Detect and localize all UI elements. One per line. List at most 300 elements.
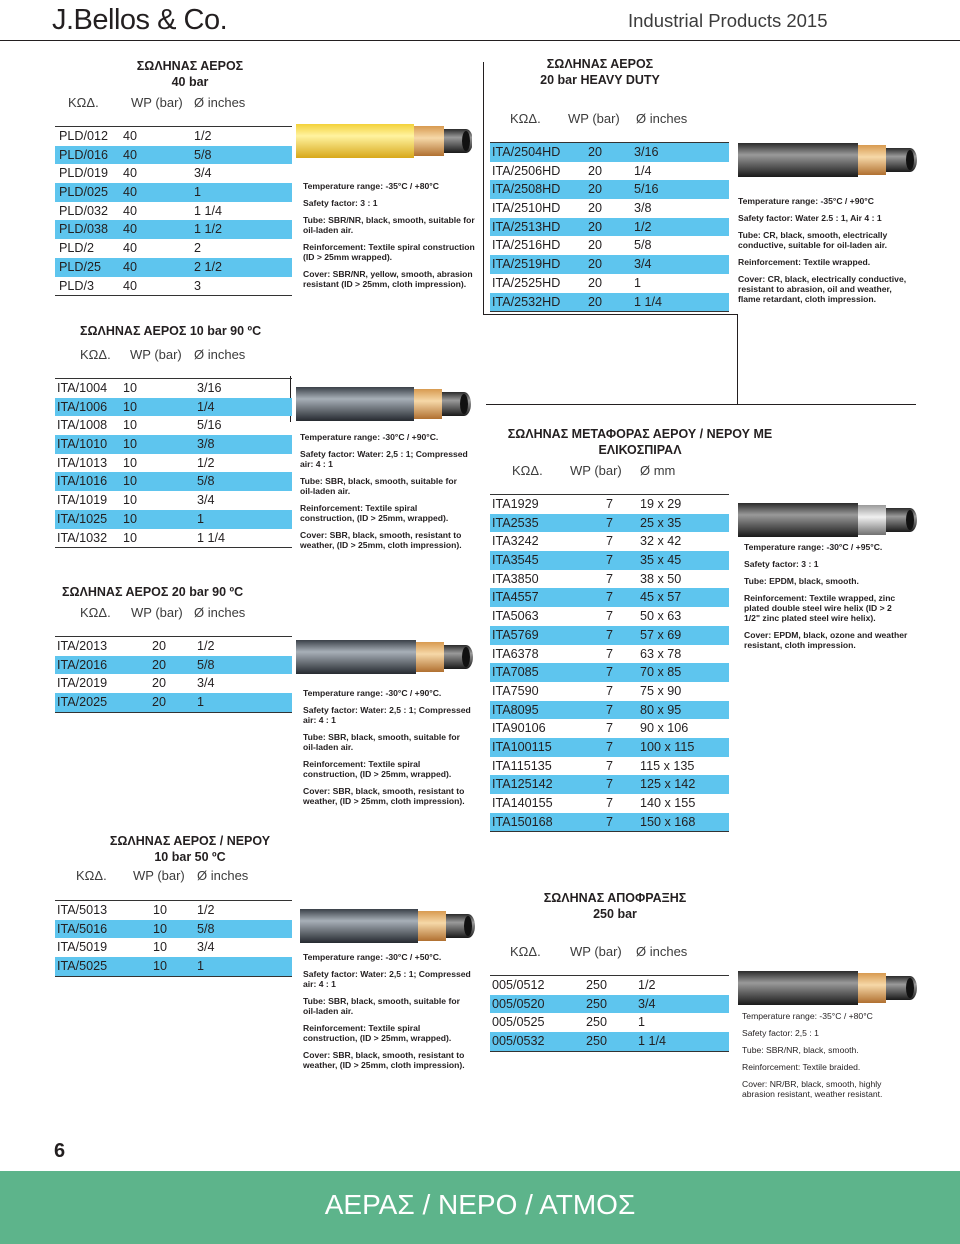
cell-wp: 250 bbox=[586, 996, 608, 1011]
spec-line: Tube: SBR, black, smooth, suitable for oil-laden air. bbox=[303, 732, 460, 752]
cell-wp: 20 bbox=[588, 163, 603, 178]
table-row bbox=[55, 258, 292, 277]
cell-wp: 7 bbox=[606, 571, 614, 586]
table-row bbox=[490, 607, 729, 626]
table-row bbox=[490, 976, 729, 995]
cell-code: PLD/016 bbox=[59, 147, 109, 162]
table-air-20bar-hd bbox=[490, 142, 729, 312]
spec-description bbox=[303, 952, 475, 1077]
cell-code: ITA/2525HD bbox=[492, 275, 561, 290]
col-dia: Ø inches bbox=[636, 111, 688, 126]
cell-wp: 7 bbox=[606, 497, 614, 511]
cell-wp: 20 bbox=[152, 695, 167, 710]
title-line: ΣΩΛΗΝΑΣ ΑΕΡΟΣ / ΝΕΡΟΥ bbox=[109, 834, 271, 848]
title-line: 10 bar 50 ºC bbox=[154, 850, 226, 864]
cell-wp: 7 bbox=[606, 814, 614, 829]
spec-description bbox=[738, 196, 908, 311]
cell-code: PLD/25 bbox=[59, 259, 102, 274]
cell-dia: 5/16 bbox=[634, 182, 659, 197]
cell-dia: 1 1/4 bbox=[197, 530, 226, 545]
cell-code: ITA140155 bbox=[492, 796, 553, 810]
table-row bbox=[490, 813, 729, 832]
cell-wp: 250 bbox=[586, 1034, 608, 1049]
spec-line: Tube: SBR, black, smooth, suitable for oil-laden air. bbox=[303, 996, 460, 1016]
cell-dia: 1 1/2 bbox=[194, 222, 223, 237]
cell-wp: 20 bbox=[588, 219, 603, 234]
column-headers bbox=[490, 111, 790, 127]
cell-wp: 40 bbox=[123, 129, 138, 143]
cell-wp: 20 bbox=[588, 182, 603, 197]
cell-wp: 20 bbox=[588, 294, 603, 309]
table-row bbox=[490, 719, 729, 738]
cell-wp: 20 bbox=[152, 639, 167, 653]
cell-code: ITA3545 bbox=[492, 553, 539, 568]
column-headers bbox=[0, 347, 300, 363]
spec-line: Temperature range: -35°C / +80°C bbox=[303, 181, 439, 191]
title-line: ΣΩΛΗΝΑΣ ΑΕΡΟΣ bbox=[136, 59, 244, 73]
spec-line: Safety factor: 3 : 1 bbox=[303, 198, 378, 208]
cell-dia: 19 x 29 bbox=[640, 497, 682, 511]
table-row bbox=[490, 514, 729, 533]
spec-description bbox=[303, 688, 473, 813]
cell-wp: 10 bbox=[153, 921, 168, 936]
cell-code: ITA/1008 bbox=[57, 418, 108, 433]
spec-line: Tube: SBR/NR, black, smooth. bbox=[742, 1045, 859, 1055]
cell-code: ITA/1016 bbox=[57, 474, 108, 489]
spec-description bbox=[300, 432, 470, 557]
table-row bbox=[55, 472, 292, 491]
cell-code: ITA1929 bbox=[492, 497, 539, 511]
table-row bbox=[55, 183, 292, 202]
cell-code: ITA/1032 bbox=[57, 530, 108, 545]
cell-wp: 7 bbox=[606, 739, 614, 754]
cell-wp: 10 bbox=[123, 474, 138, 489]
col-dia: Ø inches bbox=[194, 347, 246, 362]
table-row bbox=[55, 127, 292, 146]
cell-wp: 20 bbox=[588, 257, 603, 272]
section-divider bbox=[486, 404, 916, 405]
cell-dia: 90 x 106 bbox=[640, 721, 689, 736]
footer-category: ΑΕΡΑΣ / ΝΕΡΟ / ΑΤΜΟΣ bbox=[324, 1189, 636, 1220]
spec-line: Temperature range: -35°C / +90°C bbox=[738, 196, 874, 206]
table-row bbox=[490, 495, 729, 514]
cell-code: ITA3850 bbox=[492, 571, 539, 586]
cell-code: ITA/2504HD bbox=[492, 145, 561, 159]
cell-wp: 10 bbox=[153, 940, 168, 955]
col-code: ΚΩΔ. bbox=[510, 111, 541, 126]
cell-wp: 7 bbox=[606, 534, 614, 549]
table-row bbox=[490, 199, 729, 218]
spec-line: Temperature range: -35°C / +80°C bbox=[742, 1011, 873, 1021]
table-row bbox=[55, 277, 292, 296]
cell-dia: 1 bbox=[197, 959, 205, 974]
cell-code: ITA/2506HD bbox=[492, 163, 561, 178]
cell-wp: 10 bbox=[123, 511, 138, 526]
col-dia: Ø inches bbox=[194, 605, 246, 620]
cell-dia: 57 x 69 bbox=[640, 627, 682, 642]
cell-dia: 5/8 bbox=[197, 474, 215, 489]
cell-dia: 75 x 90 bbox=[640, 683, 682, 698]
cell-dia: 5/8 bbox=[194, 147, 212, 162]
cell-code: ITA/1004 bbox=[57, 381, 108, 395]
spec-line: Cover: SBR, black, smooth, resistant to weather, (ID > 25mm, cloth impression). bbox=[303, 786, 465, 806]
cell-dia: 35 x 45 bbox=[640, 553, 682, 568]
table-air-40bar bbox=[55, 126, 292, 296]
section-title-air-20bar: ΣΩΛΗΝΑΣ ΑΕΡΟΣ 20 bar 90 ºC bbox=[62, 585, 244, 599]
column-headers bbox=[490, 944, 790, 960]
cell-dia: 1 1/4 bbox=[194, 203, 223, 218]
spec-line: Safety factor: 2,5 : 1 bbox=[742, 1028, 819, 1038]
column-divider bbox=[737, 314, 738, 404]
col-wp: WP (bar) bbox=[131, 95, 183, 110]
hose-image-black bbox=[738, 500, 918, 540]
cell-dia: 1/4 bbox=[197, 399, 215, 414]
cell-code: PLD/019 bbox=[59, 166, 109, 181]
cell-dia: 3/8 bbox=[197, 437, 215, 452]
cell-code: 005/0520 bbox=[492, 996, 545, 1011]
cell-dia: 100 x 115 bbox=[640, 739, 695, 754]
table-row bbox=[490, 293, 729, 312]
table-air-20bar bbox=[55, 636, 292, 713]
cell-code: ITA6378 bbox=[492, 646, 539, 661]
table-row bbox=[55, 416, 292, 435]
cell-code: ITA5769 bbox=[492, 627, 539, 642]
cell-code: PLD/025 bbox=[59, 185, 109, 200]
column-headers bbox=[0, 868, 300, 884]
cell-dia: 50 x 63 bbox=[640, 609, 682, 624]
section-title-air-water-10bar bbox=[90, 833, 290, 865]
spec-line: Cover: CR, black, electrically conductive, resistant to abrasion, oil and weather, flame retardant, cloth impression. bbox=[738, 274, 907, 304]
cell-dia: 3/4 bbox=[197, 493, 215, 508]
cell-dia: 2 1/2 bbox=[194, 259, 223, 274]
col-code: ΚΩΔ. bbox=[80, 605, 111, 620]
cell-wp: 20 bbox=[588, 238, 603, 253]
table-row bbox=[55, 656, 292, 675]
cell-wp: 10 bbox=[123, 437, 138, 452]
cell-wp: 10 bbox=[123, 399, 138, 414]
cell-dia: 25 x 35 bbox=[640, 515, 682, 530]
table-row bbox=[490, 218, 729, 237]
cell-code: ITA/2510HD bbox=[492, 201, 561, 216]
spec-line: Tube: CR, black, smooth, electrically conductive, suitable for oil-laden air. bbox=[738, 230, 888, 250]
col-code: ΚΩΔ. bbox=[68, 95, 99, 110]
cell-code: PLD/2 bbox=[59, 241, 95, 256]
cell-wp: 10 bbox=[123, 530, 138, 545]
cell-dia: 3/16 bbox=[197, 381, 222, 395]
cell-code: ITA/1019 bbox=[57, 493, 108, 508]
cell-code: 005/0532 bbox=[492, 1034, 545, 1049]
cell-wp: 10 bbox=[153, 959, 168, 974]
spec-line: Cover: SBR/NR, yellow, smooth, abrasion resistant (ID > 25mm, cloth impression). bbox=[303, 269, 473, 289]
cell-wp: 20 bbox=[588, 201, 603, 216]
cell-dia: 115 x 135 bbox=[640, 758, 695, 773]
cell-code: ITA100115 bbox=[492, 739, 552, 754]
table-row bbox=[55, 674, 292, 693]
cell-wp: 7 bbox=[606, 646, 614, 661]
table-row bbox=[55, 510, 292, 529]
table-row bbox=[55, 435, 292, 454]
spec-line: Safety factor: Water: 2,5 : 1; Compressed air: 4 : 1 bbox=[303, 705, 471, 725]
col-dia-mm: Ø mm bbox=[640, 463, 676, 478]
hose-image-black bbox=[296, 636, 476, 678]
spec-line: Reinforcement: Textile wrapped. bbox=[738, 257, 871, 267]
hose-image-yellow bbox=[296, 120, 472, 162]
table-row bbox=[55, 529, 292, 548]
spec-line: Safety factor: Water 2.5 : 1, Air 4 : 1 bbox=[738, 213, 882, 223]
cell-wp: 250 bbox=[586, 1015, 608, 1030]
cell-code: ITA8095 bbox=[492, 702, 539, 717]
cell-wp: 7 bbox=[606, 515, 614, 530]
cell-code: PLD/032 bbox=[59, 203, 109, 218]
cell-dia: 1/2 bbox=[638, 978, 656, 992]
cell-code: ITA7590 bbox=[492, 683, 539, 698]
cell-dia: 125 x 142 bbox=[640, 777, 696, 792]
table-row bbox=[490, 757, 729, 776]
table-row bbox=[490, 663, 729, 682]
cell-wp: 10 bbox=[153, 903, 168, 917]
cell-dia: 5/8 bbox=[197, 921, 215, 936]
spec-line: Reinforcement: Textile braided. bbox=[742, 1062, 861, 1072]
spec-line: Safety factor: Water: 2,5 : 1; Compressed air: 4 : 1 bbox=[300, 449, 468, 469]
col-wp: WP (bar) bbox=[570, 463, 622, 478]
table-row bbox=[490, 738, 729, 757]
table-row bbox=[55, 220, 292, 239]
cell-wp: 20 bbox=[588, 145, 603, 159]
cell-code: ITA/2508HD bbox=[492, 182, 561, 197]
cell-wp: 7 bbox=[606, 721, 614, 736]
title-line: ΕΛΙΚΟΣΠΙΡΑΛ bbox=[598, 443, 682, 457]
title-line: 20 bar HEAVY DUTY bbox=[540, 73, 660, 87]
col-code: ΚΩΔ. bbox=[512, 463, 543, 478]
table-row bbox=[490, 995, 729, 1014]
cell-wp: 7 bbox=[606, 609, 614, 624]
cell-code: ITA/5025 bbox=[57, 959, 108, 974]
cell-dia: 3/4 bbox=[197, 940, 215, 955]
title-line: ΣΩΛΗΝΑΣ ΑΠΟΦΡΑΞΗΣ bbox=[543, 891, 687, 905]
cell-code: ITA/2532HD bbox=[492, 294, 561, 309]
table-row bbox=[55, 202, 292, 221]
spec-line: Cover: SBR, black, smooth, resistant to weather, (ID > 25mm, cloth impression). bbox=[303, 1050, 465, 1070]
table-drain-250bar bbox=[490, 975, 729, 1052]
cell-dia: 1/2 bbox=[197, 455, 215, 470]
col-wp: WP (bar) bbox=[568, 111, 620, 126]
section-title-air-40bar bbox=[90, 58, 290, 90]
cell-code: ITA/2516HD bbox=[492, 238, 561, 253]
cell-wp: 10 bbox=[123, 493, 138, 508]
spec-description bbox=[742, 1011, 914, 1106]
cell-dia: 150 x 168 bbox=[640, 814, 696, 829]
cell-wp: 40 bbox=[123, 222, 138, 237]
title-line: ΣΩΛΗΝΑΣ ΑΕΡΟΣ bbox=[546, 57, 654, 71]
table-row bbox=[490, 1013, 729, 1032]
cell-code: ITA150168 bbox=[492, 814, 553, 829]
cell-dia: 1 bbox=[634, 275, 642, 290]
cell-dia: 2 bbox=[194, 241, 202, 256]
cell-dia: 3/8 bbox=[634, 201, 652, 216]
cell-dia: 3/4 bbox=[197, 676, 215, 691]
hose-image-black bbox=[738, 140, 918, 180]
title-line: 250 bar bbox=[593, 907, 637, 921]
section-title-drain-250bar bbox=[500, 890, 730, 922]
cell-code: ITA115135 bbox=[492, 758, 552, 773]
hose-image-black bbox=[300, 906, 476, 946]
table-row bbox=[490, 180, 729, 199]
table-row bbox=[55, 491, 292, 510]
cell-wp: 7 bbox=[606, 702, 614, 717]
cell-dia: 5/16 bbox=[197, 418, 222, 433]
cell-dia: 1/2 bbox=[634, 219, 652, 234]
col-code: ΚΩΔ. bbox=[510, 944, 541, 959]
table-row bbox=[55, 957, 292, 976]
cell-code: ITA/1013 bbox=[57, 455, 108, 470]
table-row bbox=[490, 794, 729, 813]
col-wp: WP (bar) bbox=[133, 868, 185, 883]
col-code: ΚΩΔ. bbox=[76, 868, 107, 883]
cell-wp: 40 bbox=[123, 185, 138, 200]
column-headers bbox=[0, 605, 300, 621]
cell-wp: 7 bbox=[606, 627, 614, 642]
cell-wp: 10 bbox=[123, 418, 138, 433]
cell-dia: 1 bbox=[638, 1015, 646, 1030]
cell-code: ITA/5013 bbox=[57, 903, 108, 917]
col-wp: WP (bar) bbox=[570, 944, 622, 959]
table-row bbox=[55, 379, 292, 398]
table-row bbox=[490, 682, 729, 701]
cell-dia: 80 x 95 bbox=[640, 702, 682, 717]
brand-logo-text: J.Bellos & Co. bbox=[52, 4, 228, 36]
table-row bbox=[55, 164, 292, 183]
cell-code: PLD/3 bbox=[59, 278, 95, 293]
cell-code: ITA/2519HD bbox=[492, 257, 561, 272]
catalog-title: Industrial Products 2015 bbox=[628, 10, 828, 31]
spec-line: Cover: NR/BR, black, smooth, highly abrasion resistant, weather resistant. bbox=[742, 1079, 883, 1099]
cell-dia: 3/4 bbox=[634, 257, 652, 272]
cell-dia: 5/8 bbox=[634, 238, 652, 253]
table-row bbox=[490, 551, 729, 570]
table-row bbox=[490, 570, 729, 589]
hose-image-black bbox=[296, 384, 472, 424]
cell-dia: 1/4 bbox=[634, 163, 652, 178]
cell-dia: 3/4 bbox=[194, 166, 212, 181]
cell-wp: 7 bbox=[606, 777, 614, 792]
spec-line: Cover: EPDM, black, ozone and weather resistant, cloth impression. bbox=[744, 630, 908, 650]
cell-dia: 70 x 85 bbox=[640, 665, 682, 680]
cell-dia: 38 x 50 bbox=[640, 571, 682, 586]
cell-dia: 1/2 bbox=[194, 129, 212, 143]
cell-wp: 40 bbox=[123, 147, 138, 162]
cell-dia: 3/4 bbox=[638, 996, 656, 1011]
table-row bbox=[55, 938, 292, 957]
cell-dia: 1 1/4 bbox=[638, 1034, 667, 1049]
spec-line: Reinforcement: Textile spiral construction, (ID > 25mm, wrapped). bbox=[303, 1023, 452, 1043]
section-title-air-20bar-hd bbox=[500, 56, 700, 88]
spec-line: Temperature range: -30°C / +95°C. bbox=[744, 542, 883, 552]
page-number: 6 bbox=[54, 1140, 66, 1162]
col-dia: Ø inches bbox=[194, 95, 246, 110]
table-row bbox=[55, 454, 292, 473]
cell-code: ITA4557 bbox=[492, 590, 539, 605]
section-title-air-water-helix bbox=[500, 426, 780, 458]
table-row bbox=[490, 626, 729, 645]
cell-code: 005/0525 bbox=[492, 1015, 545, 1030]
section-title-air-10bar: ΣΩΛΗΝΑΣ ΑΕΡΟΣ 10 bar 90 ºC bbox=[80, 324, 262, 338]
cell-code: ITA90106 bbox=[492, 721, 546, 736]
table-row bbox=[55, 920, 292, 939]
cell-code: ITA/2019 bbox=[57, 676, 108, 691]
title-line: ΣΩΛΗΝΑΣ ΜΕΤΑΦΟΡΑΣ ΑΕΡΟΥ / ΝΕΡΟΥ ΜΕ bbox=[507, 427, 773, 441]
cell-dia: 1/2 bbox=[197, 639, 215, 653]
cell-wp: 250 bbox=[586, 978, 608, 992]
table-row bbox=[55, 398, 292, 417]
column-headers bbox=[490, 463, 790, 479]
spec-line: Temperature range: -30°C / +90°C. bbox=[303, 688, 442, 698]
table-row bbox=[490, 274, 729, 293]
cell-code: ITA/2013 bbox=[57, 639, 108, 653]
cell-wp: 7 bbox=[606, 683, 614, 698]
cell-wp: 7 bbox=[606, 553, 614, 568]
table-row bbox=[490, 236, 729, 255]
cell-wp: 7 bbox=[606, 590, 614, 605]
cell-dia: 1 bbox=[194, 185, 202, 200]
section-divider bbox=[483, 314, 737, 315]
table-row bbox=[55, 901, 292, 920]
cell-dia: 140 x 155 bbox=[640, 796, 696, 810]
cell-wp: 10 bbox=[123, 455, 138, 470]
cell-wp: 7 bbox=[606, 758, 614, 773]
cell-code: ITA2535 bbox=[492, 515, 539, 530]
table-air-water-helix bbox=[490, 494, 729, 832]
table-row bbox=[490, 588, 729, 607]
spec-line: Safety factor: 3 : 1 bbox=[744, 559, 819, 569]
title-line: 40 bar bbox=[171, 75, 209, 89]
cell-code: ITA/2025 bbox=[57, 695, 108, 710]
cell-wp: 40 bbox=[123, 278, 138, 293]
cell-code: ITA/5019 bbox=[57, 940, 108, 955]
table-row bbox=[490, 162, 729, 181]
spec-description bbox=[744, 542, 910, 657]
table-row bbox=[55, 146, 292, 165]
column-divider bbox=[483, 62, 484, 315]
col-dia: Ø inches bbox=[197, 868, 249, 883]
cell-dia: 1 bbox=[197, 695, 205, 710]
hose-image-black bbox=[738, 968, 918, 1008]
table-row bbox=[490, 701, 729, 720]
cell-code: ITA/1025 bbox=[57, 511, 108, 526]
spec-line: Temperature range: -30°C / +50°C. bbox=[303, 952, 442, 962]
cell-code: ITA7085 bbox=[492, 665, 539, 680]
table-air-10bar bbox=[55, 378, 292, 548]
cell-code: PLD/038 bbox=[59, 222, 109, 237]
col-dia: Ø inches bbox=[636, 944, 688, 959]
cell-code: ITA/5016 bbox=[57, 921, 108, 936]
spec-line: Cover: SBR, black, smooth, resistant to weather, (ID > 25mm, cloth impression). bbox=[300, 530, 462, 550]
table-row bbox=[55, 637, 292, 656]
cell-wp: 40 bbox=[123, 166, 138, 181]
cell-code: ITA125142 bbox=[492, 777, 553, 792]
table-row bbox=[490, 255, 729, 274]
cell-dia: 5/8 bbox=[197, 657, 215, 672]
spec-line: Tube: EPDM, black, smooth. bbox=[744, 576, 859, 586]
table-row bbox=[490, 532, 729, 551]
table-row bbox=[55, 239, 292, 258]
cell-code: ITA/2016 bbox=[57, 657, 108, 672]
cell-dia: 3 bbox=[194, 278, 202, 293]
cell-code: ITA/1006 bbox=[57, 399, 108, 414]
footer-band bbox=[0, 1171, 960, 1244]
spec-line: Temperature range: -30°C / +90°C. bbox=[300, 432, 439, 442]
spec-line: Reinforcement: Textile spiral construction, (ID > 25mm, wrapped). bbox=[303, 759, 452, 779]
spec-line: Reinforcement: Textile spiral construction (ID > 25mm wrapped). bbox=[303, 242, 475, 262]
